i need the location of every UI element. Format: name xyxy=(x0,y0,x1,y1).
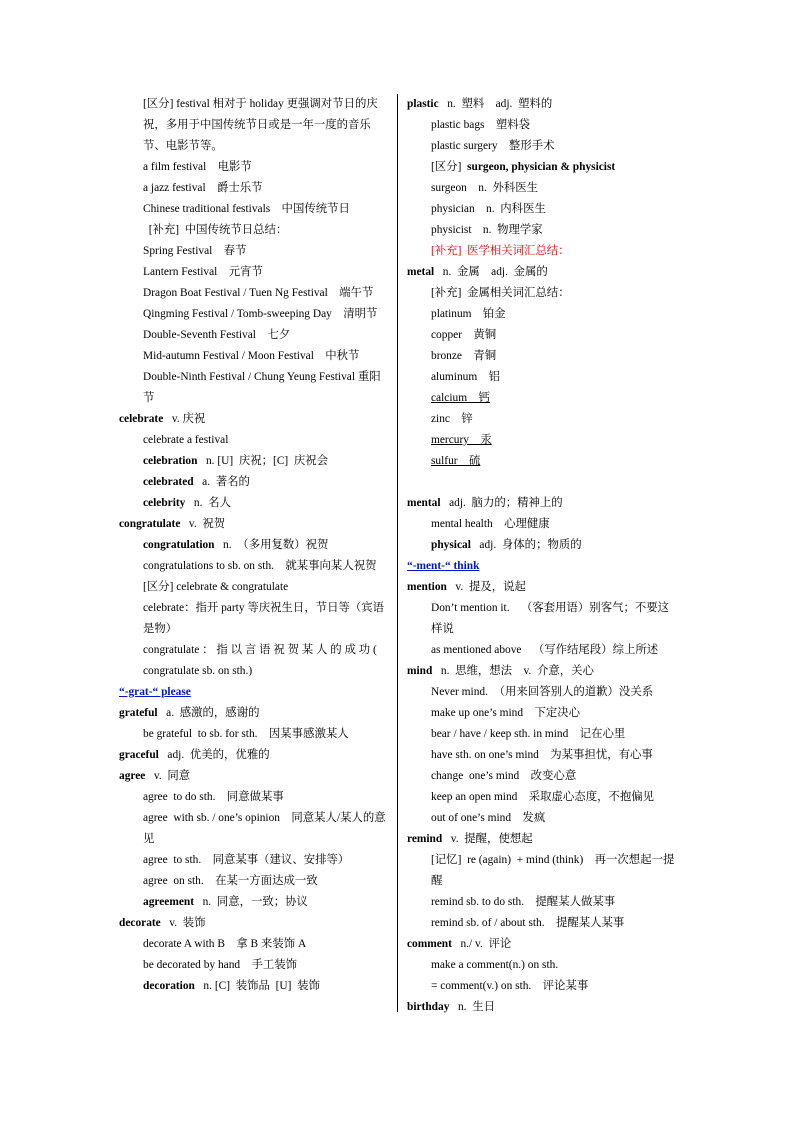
entry-detail-line xyxy=(407,409,677,430)
entry-detail-line xyxy=(119,871,389,892)
line-text: v. 祝贺 xyxy=(180,518,226,530)
entry-detail-line xyxy=(119,640,389,682)
entry-detail-line xyxy=(407,682,677,703)
entry-detail-line xyxy=(119,241,389,262)
line-text: aluminum 铝 xyxy=(431,371,500,383)
line-text: [补充] 金属相关词汇总结： xyxy=(431,287,570,299)
root-heading xyxy=(407,556,677,577)
entry-detail-line xyxy=(407,136,677,157)
entry-detail-line xyxy=(119,535,389,556)
entry-detail-line xyxy=(119,367,389,409)
entry-detail-line xyxy=(119,325,389,346)
line-text: be grateful to sb. for sth. 因某事感激某人 xyxy=(143,728,349,740)
line-text: n. [C] 装饰品 [U] 装饰 xyxy=(194,980,320,992)
entry-detail-line xyxy=(407,178,677,199)
headword: celebrate xyxy=(119,413,164,425)
headword: agreement xyxy=(143,896,195,908)
line-text: as mentioned above （写作结尾段）综上所述 xyxy=(431,644,659,656)
headword: metal xyxy=(407,266,435,278)
line-text: decorate A with B 拿 B 来装饰 A xyxy=(143,938,307,950)
line-text: = comment(v.) on sth. 评论某事 xyxy=(431,980,589,992)
line-text: n. 名人 xyxy=(185,497,231,509)
line-text: celebrate：指开 party 等庆祝生日，节日等（宾语是物） xyxy=(143,602,385,635)
line-text: Double-Ninth Festival / Chung Yeung Festival 重阳节 xyxy=(143,371,381,404)
entry-detail-line xyxy=(407,430,677,451)
line-text: adj. 优美的，优雅的 xyxy=(158,749,270,761)
line-text: agree to do sth. 同意做某事 xyxy=(143,791,284,803)
entry-detail-line xyxy=(119,430,389,451)
line-text: out of one’s mind 发疯 xyxy=(431,812,546,824)
line-text: Never mind. （用来回答别人的道歉）没关系 xyxy=(431,686,654,698)
entry-detail-line xyxy=(119,787,389,808)
line-text: a. 感激的，感谢的 xyxy=(157,707,260,719)
line-text: agree with sb. / one’s opinion 同意某人/某人的意见 xyxy=(143,812,386,845)
line-text: “-ment-“ think xyxy=(407,560,480,572)
line-text: make a comment(n.) on sth. xyxy=(431,959,559,971)
entry-detail-line xyxy=(119,808,389,850)
headword: celebration xyxy=(143,455,198,467)
line-text: n. [U] 庆祝；[C] 庆祝会 xyxy=(197,455,329,467)
headword: congratulate xyxy=(119,518,181,530)
line-text: [区分] xyxy=(431,161,468,173)
entry-detail-line xyxy=(407,199,677,220)
line-text: a. 著名的 xyxy=(193,476,250,488)
headword: mental xyxy=(407,497,441,509)
line-text: zinc 锌 xyxy=(431,413,473,425)
headword: birthday xyxy=(407,1001,450,1013)
headword: comment xyxy=(407,938,452,950)
entry-detail-line xyxy=(407,451,677,472)
headword: physical xyxy=(431,539,471,551)
entry-detail-line xyxy=(407,220,677,241)
line-text: be decorated by hand 手工装饰 xyxy=(143,959,298,971)
line-text: [区分] celebrate & congratulate xyxy=(143,581,289,593)
headword: celebrity xyxy=(143,497,186,509)
dictionary-entry xyxy=(407,829,677,850)
line-text: Spring Festival 春节 xyxy=(143,245,247,257)
line-text: physician n. 内科医生 xyxy=(431,203,546,215)
entry-detail-line xyxy=(119,955,389,976)
entry-detail-line xyxy=(119,94,389,157)
line-text: make up one’s mind 下定决心 xyxy=(431,707,581,719)
line-text: mercury 汞 xyxy=(431,434,492,446)
entry-detail-line xyxy=(407,955,677,976)
entry-detail-line xyxy=(119,283,389,304)
entry-detail-line xyxy=(407,745,677,766)
line-text: [补充] 医学相关词汇总结： xyxy=(431,245,570,257)
entry-detail-line xyxy=(407,241,677,262)
entry-detail-line xyxy=(407,598,677,640)
entry-detail-line xyxy=(119,304,389,325)
line-text: agree to sth. 同意某事（建议、安排等） xyxy=(143,854,350,866)
line-text: Qingming Festival / Tomb-sweeping Day 清明节 xyxy=(143,308,378,320)
line-text: n. （多用复数）祝贺 xyxy=(214,539,329,551)
headword: graceful xyxy=(119,749,159,761)
line-text: adj. 脑力的；精神上的 xyxy=(440,497,563,509)
line-text: Don’t mention it. （客套用语）别客气；不要这样说 xyxy=(431,602,670,635)
dictionary-entry xyxy=(407,262,677,283)
entry-detail-line xyxy=(119,472,389,493)
headword: agree xyxy=(119,770,146,782)
dictionary-entry xyxy=(119,766,389,787)
entry-detail-line xyxy=(407,976,677,997)
line-text: agree on sth. 在某一方面达成一致 xyxy=(143,875,318,887)
line-text: sulfur 硫 xyxy=(431,455,481,467)
entry-detail-line xyxy=(119,598,389,640)
left-column xyxy=(119,94,389,997)
line-text: Dragon Boat Festival / Tuen Ng Festival 端午节 xyxy=(143,287,374,299)
bold-term: surgeon, physician & physicist xyxy=(467,161,616,173)
entry-detail-line xyxy=(407,367,677,388)
entry-detail-line xyxy=(407,283,677,304)
line-text: n. 生日 xyxy=(449,1001,495,1013)
entry-detail-line xyxy=(119,262,389,283)
line-text: n. 塑料 adj. 塑料的 xyxy=(438,98,553,110)
entry-detail-line xyxy=(407,157,677,178)
entry-detail-line xyxy=(119,199,389,220)
line-text: congratulations to sb. on sth. 就某事向某人祝贺 xyxy=(143,560,377,572)
entry-detail-line xyxy=(119,934,389,955)
dictionary-entry xyxy=(119,745,389,766)
dictionary-entry xyxy=(119,514,389,535)
line-text: v. 装饰 xyxy=(160,917,206,929)
headword: mind xyxy=(407,665,433,677)
entry-detail-line xyxy=(407,766,677,787)
column-divider xyxy=(397,94,398,1012)
line-text: physicist n. 物理学家 xyxy=(431,224,543,236)
entry-detail-line xyxy=(119,850,389,871)
blank-line xyxy=(407,472,677,493)
entry-detail-line xyxy=(407,346,677,367)
entry-detail-line xyxy=(407,724,677,745)
dictionary-entry xyxy=(407,94,677,115)
line-text: [区分] festival 相对于 holiday 更强调对节日的庆祝，多用于中国传统节日或是一年一度的音乐节、电影节等。 xyxy=(143,98,378,152)
entry-detail-line xyxy=(407,514,677,535)
line-text: keep an open mind 采取虚心态度，不抱偏见 xyxy=(431,791,655,803)
entry-detail-line xyxy=(119,346,389,367)
entry-detail-line xyxy=(407,640,677,661)
entry-detail-line xyxy=(119,577,389,598)
line-text: [补充] 中国传统节日总结： xyxy=(143,224,288,236)
line-text: plastic bags 塑料袋 xyxy=(431,119,531,131)
entry-detail-line xyxy=(119,724,389,745)
entry-detail-line xyxy=(407,388,677,409)
right-column xyxy=(407,94,677,1018)
line-text: n./ v. 评论 xyxy=(451,938,512,950)
root-heading xyxy=(119,682,389,703)
entry-detail-line xyxy=(119,157,389,178)
line-text: Mid-autumn Festival / Moon Festival 中秋节 xyxy=(143,350,360,362)
headword: grateful xyxy=(119,707,158,719)
dictionary-entry xyxy=(407,493,677,514)
line-text: bronze 青铜 xyxy=(431,350,497,362)
line-text: congratulate ： 指 以 言 语 祝 贺 某 人 的 成 功 ( congratulate sb. on sth.) xyxy=(143,644,380,677)
line-text: Lantern Festival 元宵节 xyxy=(143,266,263,278)
entry-detail-line xyxy=(119,493,389,514)
entry-detail-line xyxy=(407,808,677,829)
headword: remind xyxy=(407,833,443,845)
line-text: calcium 钙 xyxy=(431,392,490,404)
headword: decorate xyxy=(119,917,161,929)
entry-detail-line xyxy=(407,535,677,556)
line-text: remind sb. to do sth. 提醒某人做某事 xyxy=(431,896,616,908)
line-text: n. 思维，想法 v. 介意，关心 xyxy=(432,665,594,677)
entry-detail-line xyxy=(119,220,389,241)
line-text: copper 黄铜 xyxy=(431,329,497,341)
entry-detail-line xyxy=(119,178,389,199)
dictionary-entry xyxy=(407,577,677,598)
entry-detail-line xyxy=(407,787,677,808)
dictionary-entry xyxy=(119,703,389,724)
dictionary-entry xyxy=(407,934,677,955)
entry-detail-line xyxy=(119,556,389,577)
line-text: adj. 身体的；物质的 xyxy=(470,539,582,551)
entry-detail-line xyxy=(407,115,677,136)
headword: congratulation xyxy=(143,539,215,551)
line-text: n. 金属 adj. 金属的 xyxy=(434,266,548,278)
entry-detail-line xyxy=(407,892,677,913)
line-text: v. 提及，说起 xyxy=(446,581,526,593)
line-text: v. 庆祝 xyxy=(163,413,206,425)
line-text: have sth. on one’s mind 为某事担忧，有心事 xyxy=(431,749,653,761)
line-text: v. 提醒，使想起 xyxy=(442,833,533,845)
entry-detail-line xyxy=(119,451,389,472)
headword: plastic xyxy=(407,98,439,110)
dictionary-entry xyxy=(407,661,677,682)
entry-detail-line xyxy=(119,976,389,997)
line-text: a film festival 电影节 xyxy=(143,161,252,173)
entry-detail-line xyxy=(407,325,677,346)
entry-detail-line xyxy=(407,850,677,892)
entry-detail-line xyxy=(407,703,677,724)
headword: decoration xyxy=(143,980,195,992)
line-text: change one’s mind 改变心意 xyxy=(431,770,577,782)
line-text: “-grat-“ please xyxy=(119,686,191,698)
dictionary-entry xyxy=(119,913,389,934)
line-text: mental health 心理健康 xyxy=(431,518,550,530)
headword: celebrated xyxy=(143,476,194,488)
entry-detail-line xyxy=(407,913,677,934)
entry-detail-line xyxy=(407,304,677,325)
line-text: Double-Seventh Festival 七夕 xyxy=(143,329,291,341)
dictionary-entry xyxy=(407,997,677,1018)
entry-detail-line xyxy=(119,892,389,913)
line-text: plastic surgery 整形手术 xyxy=(431,140,555,152)
line-text: surgeon n. 外科医生 xyxy=(431,182,539,194)
line-text: n. 同意，一致；协议 xyxy=(194,896,308,908)
line-text: a jazz festival 爵士乐节 xyxy=(143,182,263,194)
line-text: platinum 铂金 xyxy=(431,308,506,320)
line-text: [记忆] re (again) + mind (think) 再一次想起一提醒 xyxy=(431,854,675,887)
line-text: v. 同意 xyxy=(145,770,191,782)
dictionary-entry xyxy=(119,409,389,430)
line-text: bear / have / keep sth. in mind 记在心里 xyxy=(431,728,626,740)
line-text: celebrate a festival xyxy=(143,434,229,446)
line-text: Chinese traditional festivals 中国传统节日 xyxy=(143,203,350,215)
line-text: remind sb. of / about sth. 提醒某人某事 xyxy=(431,917,625,929)
headword: mention xyxy=(407,581,447,593)
